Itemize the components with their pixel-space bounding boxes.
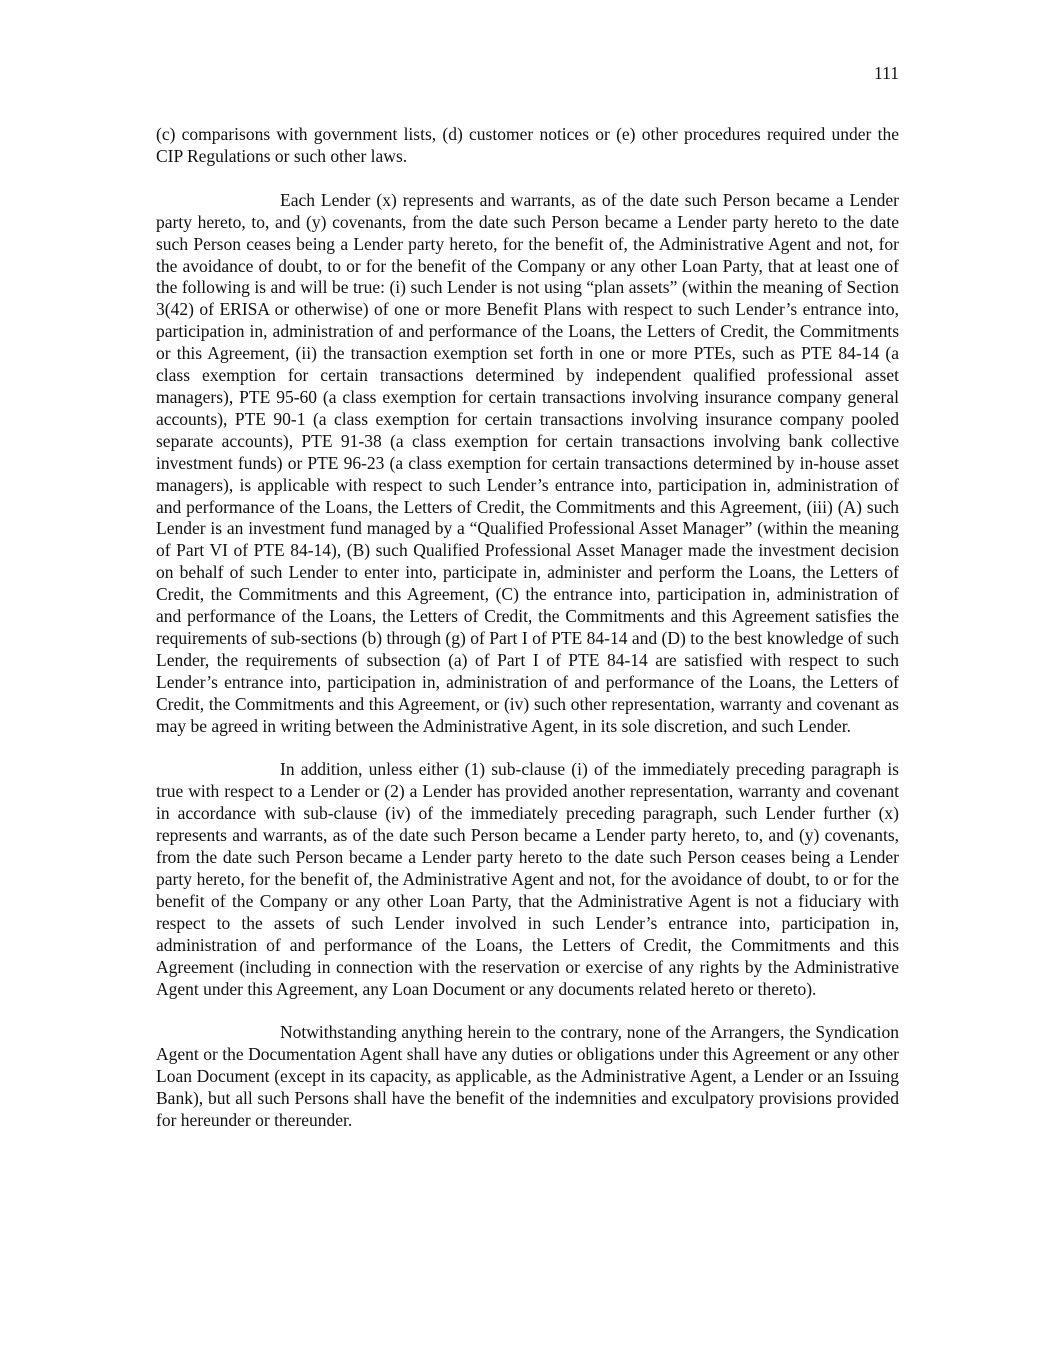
- document-body: [156, 124, 899, 1154]
- paragraph-continuation: (c) comparisons with government lists, (d) customer notices or (e) other procedures required under the CIP Regulations or such other laws.: [156, 124, 899, 166]
- paragraph-erisa-representation: Each Lender (x) represents and warrants, as of the date such Person became a Lender party hereto, to, and (y) covenants, from the date such Person became a Lender party hereto to the date such Person ceases being a Lender party hereto, for the benefit of, the Administrative Agent and not, for the avoidance of doubt, to or for the benefit of the Company or any other Loan Party, that at least one of the following is and will be true: (i) such Lender is not using “plan assets” (within the meaning of Section 3(42) of ERISA or otherwise) of one or more Benefit Plans with respect to such Lender’s entrance into, participation in, administration of and performance of the Loans, the Letters of Credit, the Commitments or this Agreement, (ii) the transaction exemption set forth in one or more PTEs, such as PTE 84-14 (a class exemption for certain transactions determined by independent qualified professional asset managers), PTE 95-60 (a class exemption for certain transactions involving insurance company general accounts), PTE 90-1 (a class exemption for certain transactions involving insurance company pooled separate accounts), PTE 91-38 (a class exemption for certain transactions involving bank collective investment funds) or PTE 96-23 (a class exemption for certain transactions determined by in-house asset managers), is applicable with respect to such Lender’s entrance into, participation in, administration of and performance of the Loans, the Letters of Credit, the Commitments and this Agreement, (iii) (A) such Lender is an investment fund managed by a “Qualified Professional Asset Manager” (within the meaning of Part VI of PTE 84-14), (B) such Qualified Professional Asset Manager made the investment decision on behalf of such Lender to enter into, participate in, administer and perform the Loans, the Letters of Credit, the Commitments and this Agreement, (C) the entrance into, participation in, administration of and performance of the Loans, the Letters of Credit, the Commitments and this Agreement satisfies the requirements of sub-sections (b) through (g) of Part I of PTE 84-14 and (D) to the best knowledge of such Lender, the requirements of subsection (a) of Part I of PTE 84-14 are satisfied with respect to such Lender’s entrance into, participation in, administration of and performance of the Loans, the Letters of Credit, the Commitments and this Agreement, or (iv) such other representation, warranty and covenant as may be agreed in writing between the Administrative Agent, in its sole discretion, and such Lender.: [156, 189, 899, 736]
- paragraph-agent-duties: Notwithstanding anything herein to the contrary, none of the Arrangers, the Syndication Agent or the Documentation Agent shall have any duties or obligations under this Agreement or any other Loan Document (except in its capacity, as applicable, as the Administrative Agent, a Lender or an Issuing Bank), but all such Persons shall have the benefit of the indemnities and exculpatory provisions provided for hereunder or thereunder.: [156, 1022, 899, 1131]
- page-number: 111: [874, 63, 899, 83]
- paragraph-fiduciary-status: In addition, unless either (1) sub-clause (i) of the immediately preceding paragraph is true with respect to a Lender or (2) a Lender has provided another representation, warranty and covenant in accordance with sub-clause (iv) of the immediately preceding paragraph, such Lender further (x) represents and warrants, as of the date such Person became a Lender party hereto, to, and (y) covenants, from the date such Person became a Lender party hereto to the date such Person ceases being a Lender party hereto, for the benefit of, the Administrative Agent and not, for the avoidance of doubt, to or for the benefit of the Company or any other Loan Party, that the Administrative Agent is not a fiduciary with respect to the assets of such Lender involved in such Lender’s entrance into, participation in, administration of and performance of the Loans, the Letters of Credit, the Commitments and this Agreement (including in connection with the reservation or exercise of any rights by the Administrative Agent under this Agreement, any Loan Document or any documents related hereto or thereto).: [156, 759, 899, 999]
